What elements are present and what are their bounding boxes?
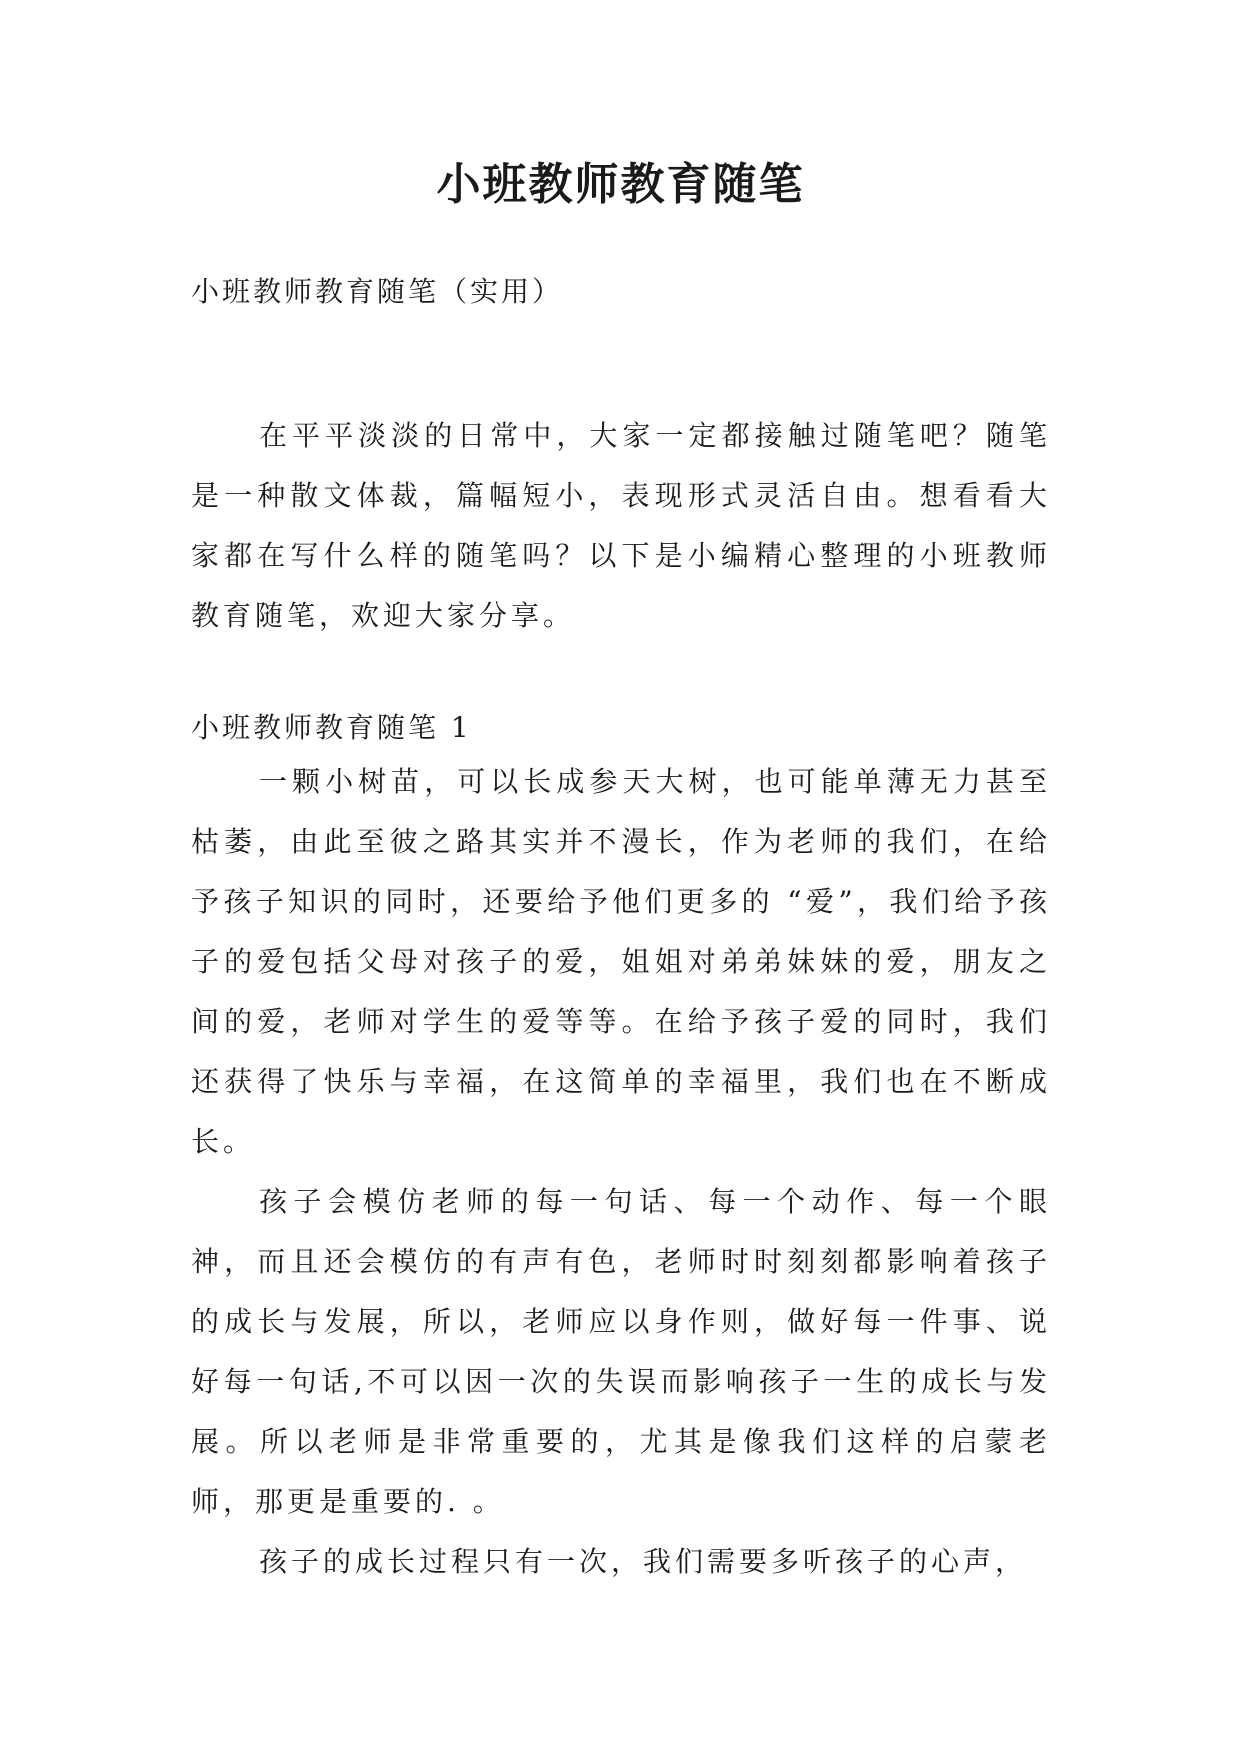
document-title: 小班教师教育随笔 [436, 159, 805, 210]
body-paragraph-2: 孩子会模仿老师的每一句话、每一个动作、每一个眼神，而且还会模仿的有声有色，老师时时刻刻都影响着孩子的成长与发展，所以，老师应以身作则，做好每一件事、说好每一句话,不可以因一次的失误而影响孩子一生的成长与发展。所以老师是非常重要的，尤其是像我们这样的启蒙老师，那更是重要的. 。 [191, 1185, 1051, 1518]
section-body [191, 752, 1051, 1592]
intro-paragraph: 在平平淡淡的日常中，大家一定都接触过随笔吧？随笔是一种散文体裁，篇幅短小，表现形式灵活自由。想看看大家都在写什么样的随笔吗？以下是小编精心整理的小班教师教育随笔，欢迎大家分享。 [191, 419, 1051, 632]
section-title: 小班教师教育随笔 1 [191, 711, 472, 744]
body-paragraph-1: 一颗小树苗，可以长成参天大树，也可能单薄无力甚至枯萎，由此至彼之路其实并不漫长，作为老师的我们，在给予孩子知识的同时，还要给予他们更多的 “爱”，我们给予孩子的爱包括父母对孩子的爱，姐姐对弟弟妹妹的爱，朋友之间的爱，老师对学生的爱等等。在给予孩子爱的同时，我们还获得了快乐与幸福，在这简单的幸福里，我们也在不断成长。 [191, 765, 1051, 1158]
intro-block [191, 406, 1051, 646]
document-subtitle: 小班教师教育随笔（实用） [191, 275, 564, 308]
body-paragraph-3: 孩子的成长过程只有一次，我们需要多听孩子的心声， [259, 1545, 1028, 1578]
